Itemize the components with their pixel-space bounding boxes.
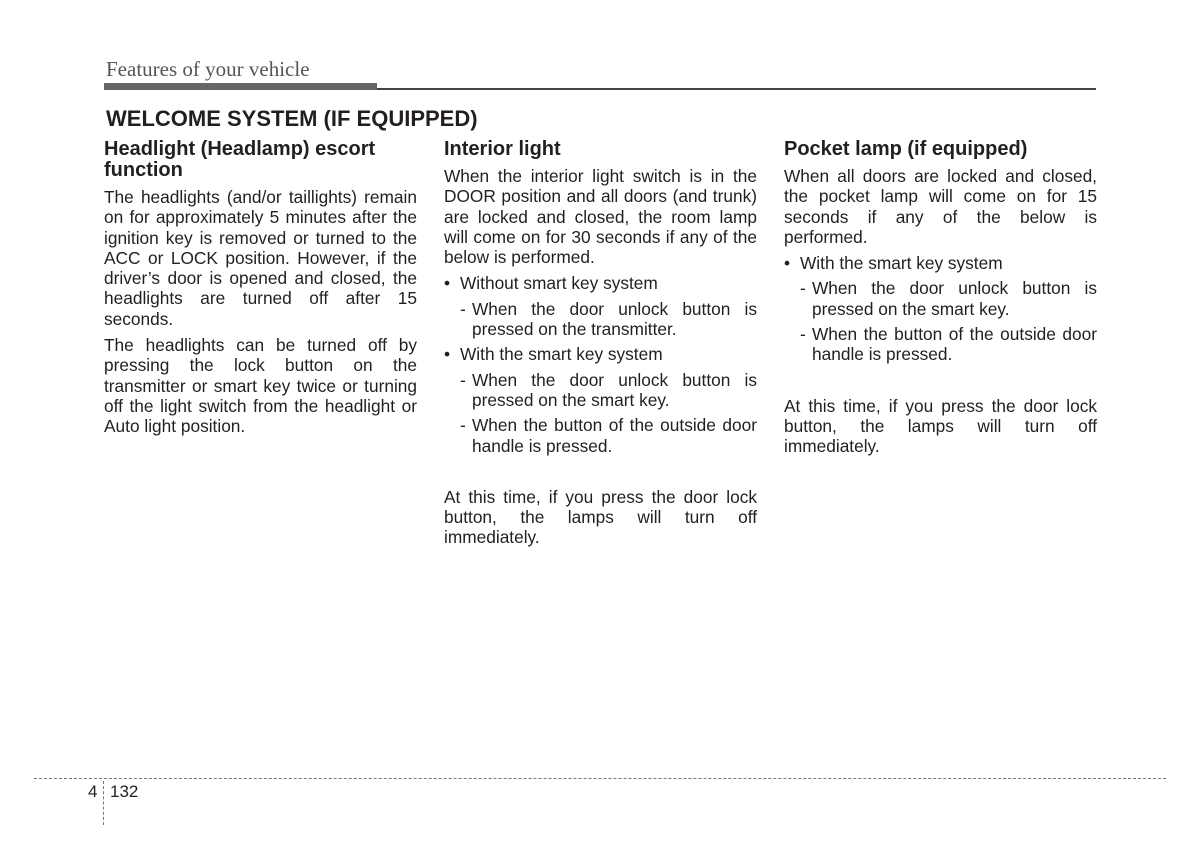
sub-item-text: When the door unlock button is pressed on the transmitter. [472, 298, 757, 340]
sub-item [460, 415, 757, 456]
header-rule [377, 88, 1096, 90]
column-pocket-lamp [784, 139, 1097, 463]
list-item [784, 253, 1097, 273]
paragraph: The headlights (and/or taillights) remain on for approximately 5 minutes after the ignition key is removed or turned to the ACC or LOCK position. However, if the driver’s door is opened and closed, the headlights are turned off after 15 seconds. [104, 187, 417, 329]
paragraph: When all doors are locked and closed, the pocket lamp will come on for 15 seconds if any of the below is performed. [784, 166, 1097, 247]
sub-item [460, 299, 757, 340]
footer-separator [103, 781, 104, 825]
list-item [444, 273, 757, 293]
heading-interior-light: Interior light [444, 138, 561, 160]
running-header: Features of your vehicle [106, 57, 310, 81]
heading-escort: Headlight (Headlamp) escort function [104, 138, 376, 181]
sub-item-text: When the button of the outside door handle is pressed. [812, 324, 1097, 365]
bullet-mark: • [784, 253, 791, 274]
sub-item-text: When the button of the outside door handle is pressed. [472, 415, 757, 456]
column-interior-light [444, 139, 757, 554]
heading-pocket-lamp: Pocket lamp (if equipped) [784, 138, 1028, 160]
paragraph: At this time, if you press the door lock button, the lamps will turn off immediately. [784, 395, 1097, 457]
page-number: 132 [110, 782, 139, 801]
spacer [444, 461, 757, 487]
header-bar [104, 83, 377, 90]
paragraph: When the interior light switch is in the DOOR position and all doors (and trunk) are locked and closed, the room lamp will come on for 30 seconds if any of the below is performed. [444, 166, 757, 268]
bullet-mark: • [444, 273, 451, 294]
sub-item [460, 370, 757, 411]
sub-item [800, 278, 1097, 319]
sub-item [800, 324, 1097, 365]
bullet-mark: • [444, 344, 451, 365]
sub-item-text: When the door unlock button is pressed on the smart key. [472, 369, 757, 410]
paragraph: At this time, if you press the door lock button, the lamps will turn off immediately. [444, 486, 757, 548]
spacer [784, 370, 1097, 396]
dash-mark: - [460, 415, 466, 436]
list-item-text: With the smart key system [460, 344, 663, 365]
column-escort [104, 139, 417, 443]
dash-mark: - [460, 369, 466, 390]
dash-mark: - [800, 324, 806, 345]
list-item-text: With the smart key system [800, 253, 1003, 274]
dash-mark: - [800, 278, 806, 299]
footer-divider [34, 778, 1166, 779]
list-item-text: Without smart key system [460, 273, 658, 294]
dash-mark: - [460, 298, 466, 319]
section-title: WELCOME SYSTEM (IF EQUIPPED) [106, 106, 478, 131]
sub-item-text: When the door unlock button is pressed on the smart key. [812, 278, 1097, 319]
list-item [444, 344, 757, 364]
chapter-number: 4 [88, 782, 98, 801]
paragraph: The headlights can be turned off by pressing the lock button on the transmitter or smart key twice or turning off the light switch from the headlight or Auto light position. [104, 335, 417, 437]
